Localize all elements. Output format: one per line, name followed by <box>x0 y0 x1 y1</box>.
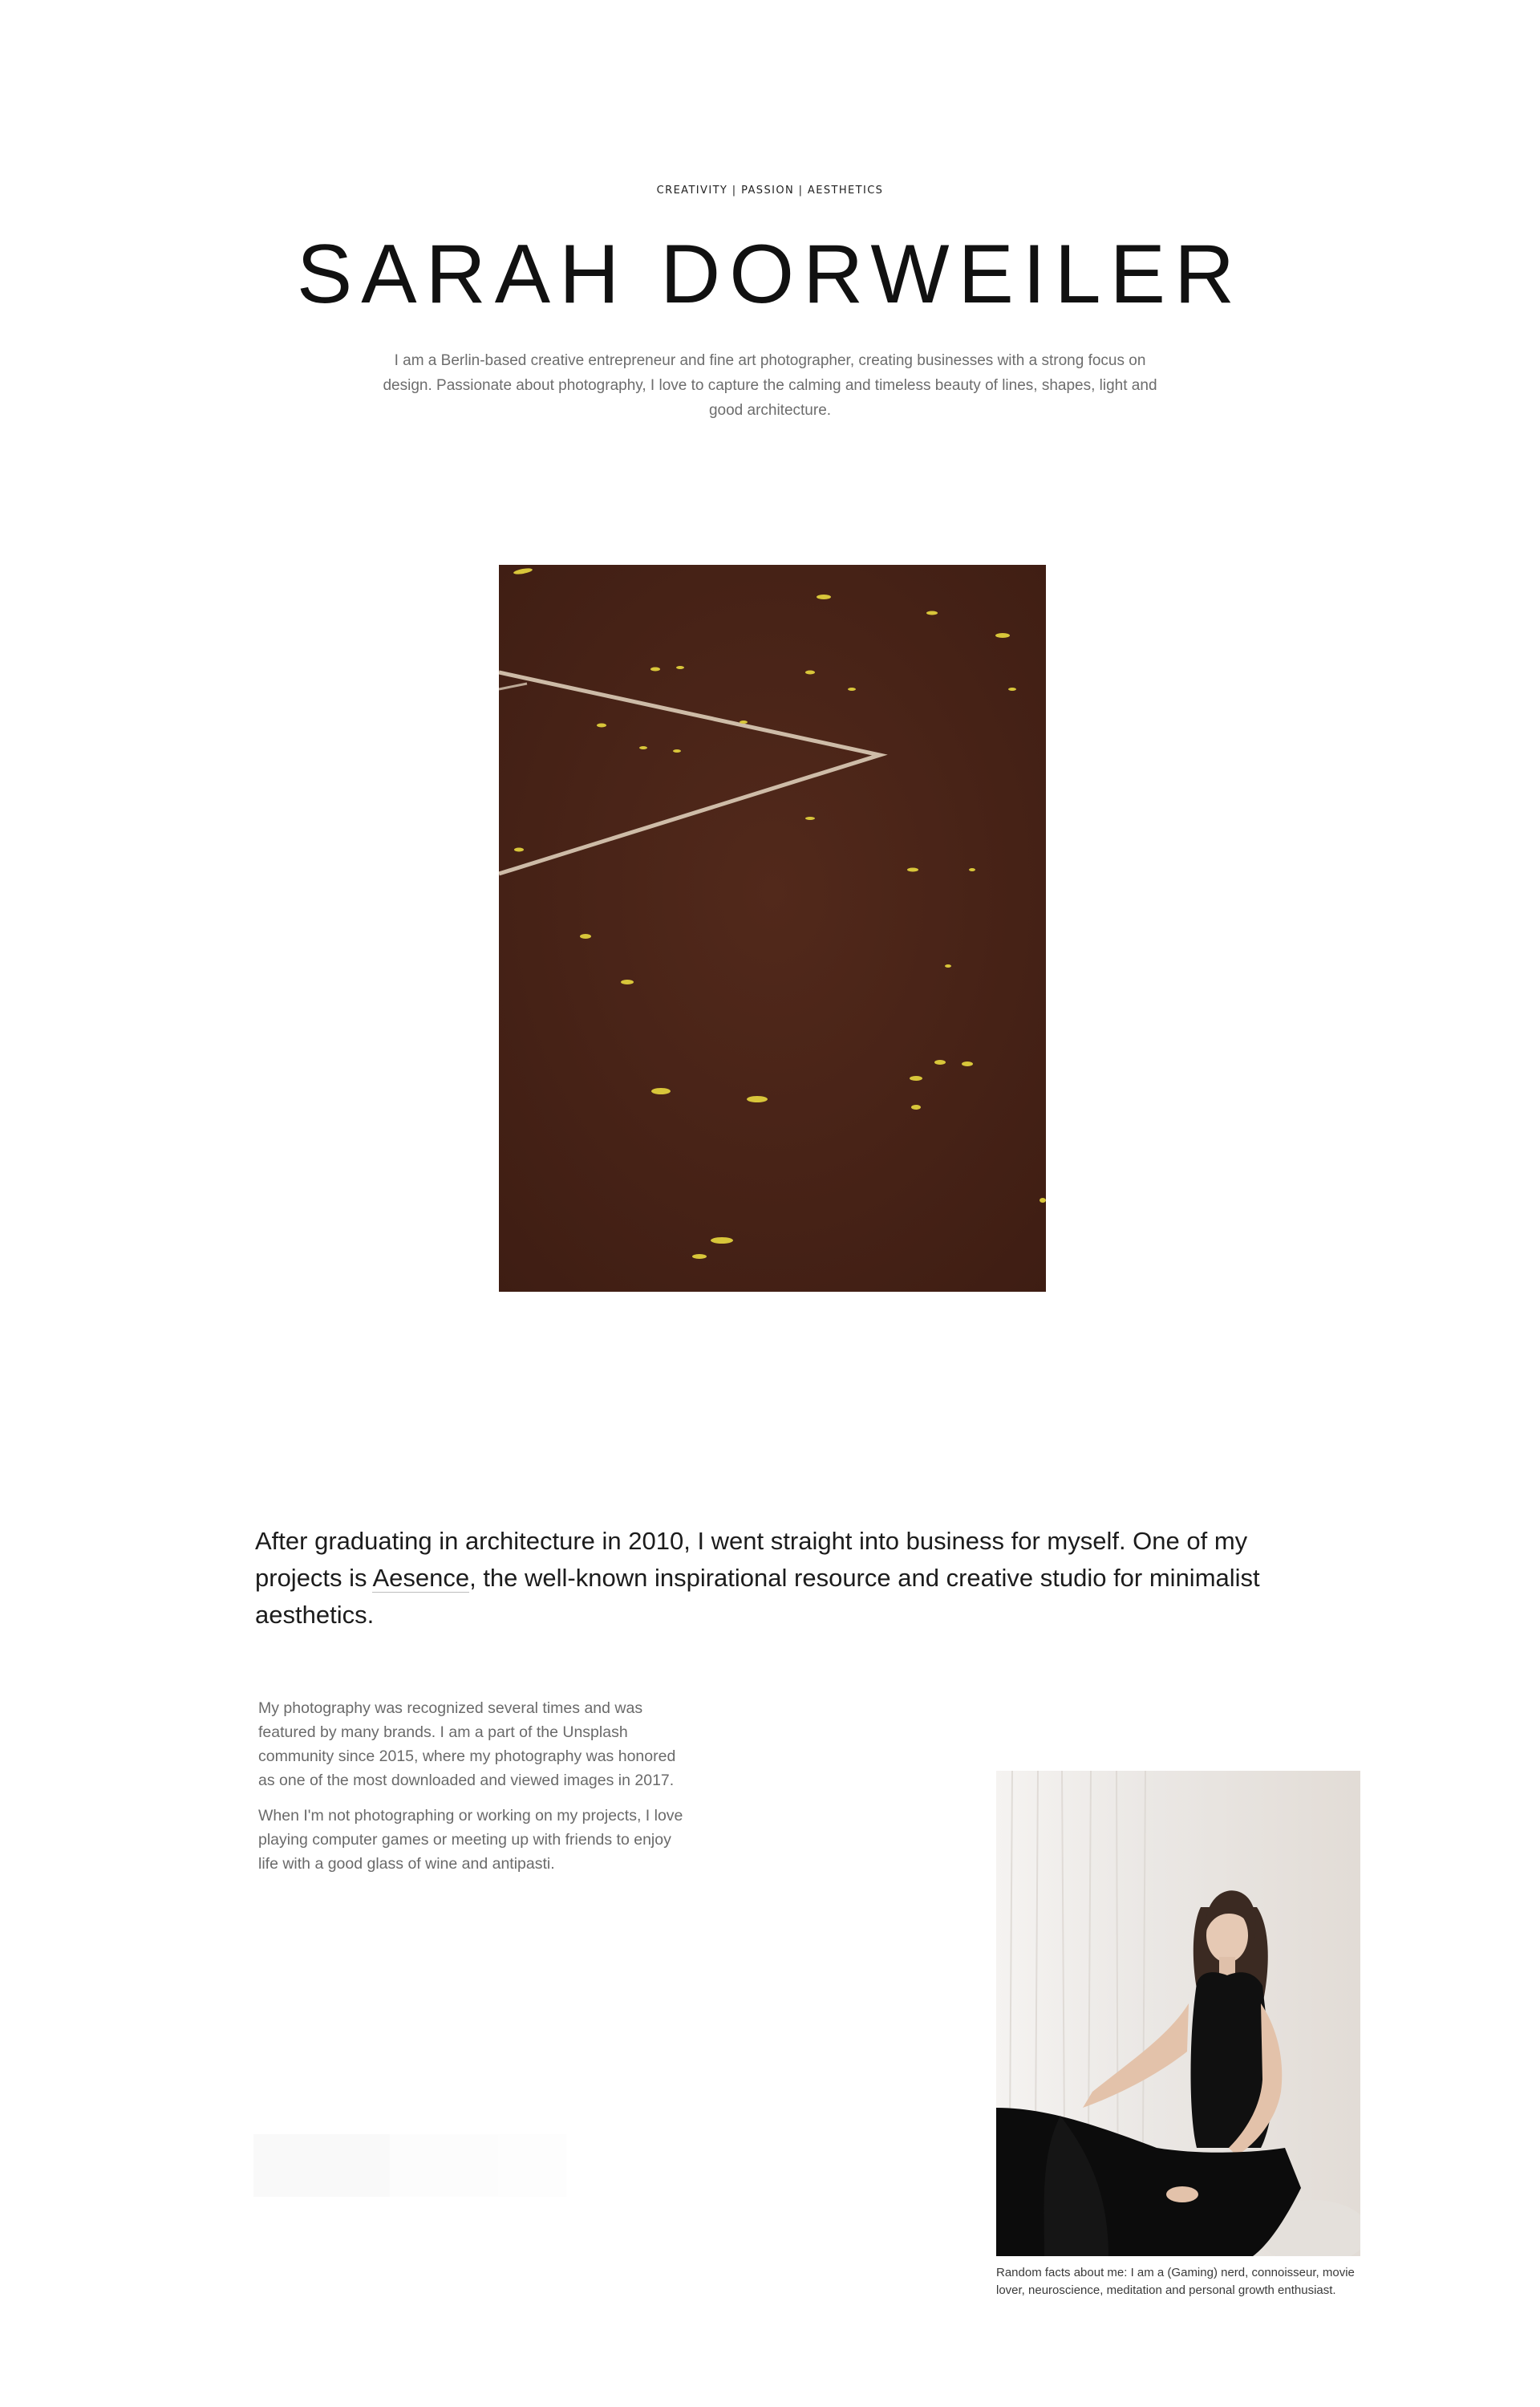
court-photo <box>499 565 1046 1292</box>
tagline: CREATIVITY | PASSION | AESTHETICS <box>656 185 884 197</box>
page-title: SARAH DORWEILER <box>296 228 1244 321</box>
bio <box>258 1696 683 1887</box>
court-photo-graphic <box>499 565 1046 1292</box>
about-lead-text: After graduating in architecture in 2010, I went straight into business for myself. One of my projects is <box>255 1527 1248 1592</box>
intro-text: I am a Berlin-based creative entrepreneur and fine art photographer, creating businesses with a strong focus on design. Passionate about photography, I love to capture the calming and timeless beauty of lines, shapes, light and good architecture. <box>383 352 1157 419</box>
about-lead-text-end: , the well-known inspirational resource and creative studio for minimalist aesthetics. <box>255 1564 1260 1629</box>
portrait-graphic <box>996 1771 1360 2256</box>
bio-paragraph: My photography was recognized several times and was featured by many brands. I am a part of the Unsplash community since 2015, where my photography was honored as one of the most downloaded and viewed images in 2017. <box>258 1699 676 1789</box>
about-lead <box>255 1523 1306 1634</box>
aesence-link[interactable]: Aesence <box>372 1564 470 1592</box>
bio-paragraph: When I'm not photographing or working on my projects, I love playing computer games or meeting up with friends to enjoy life with a good glass of wine and antipasti. <box>258 1807 683 1873</box>
faint-image-strip <box>253 2134 566 2197</box>
portrait-photo <box>996 1771 1360 2256</box>
portrait-caption: Random facts about me: I am a (Gaming) nerd, connoisseur, movie lover, neuroscience, meditation and personal growth enthusiast. <box>996 2266 1355 2297</box>
